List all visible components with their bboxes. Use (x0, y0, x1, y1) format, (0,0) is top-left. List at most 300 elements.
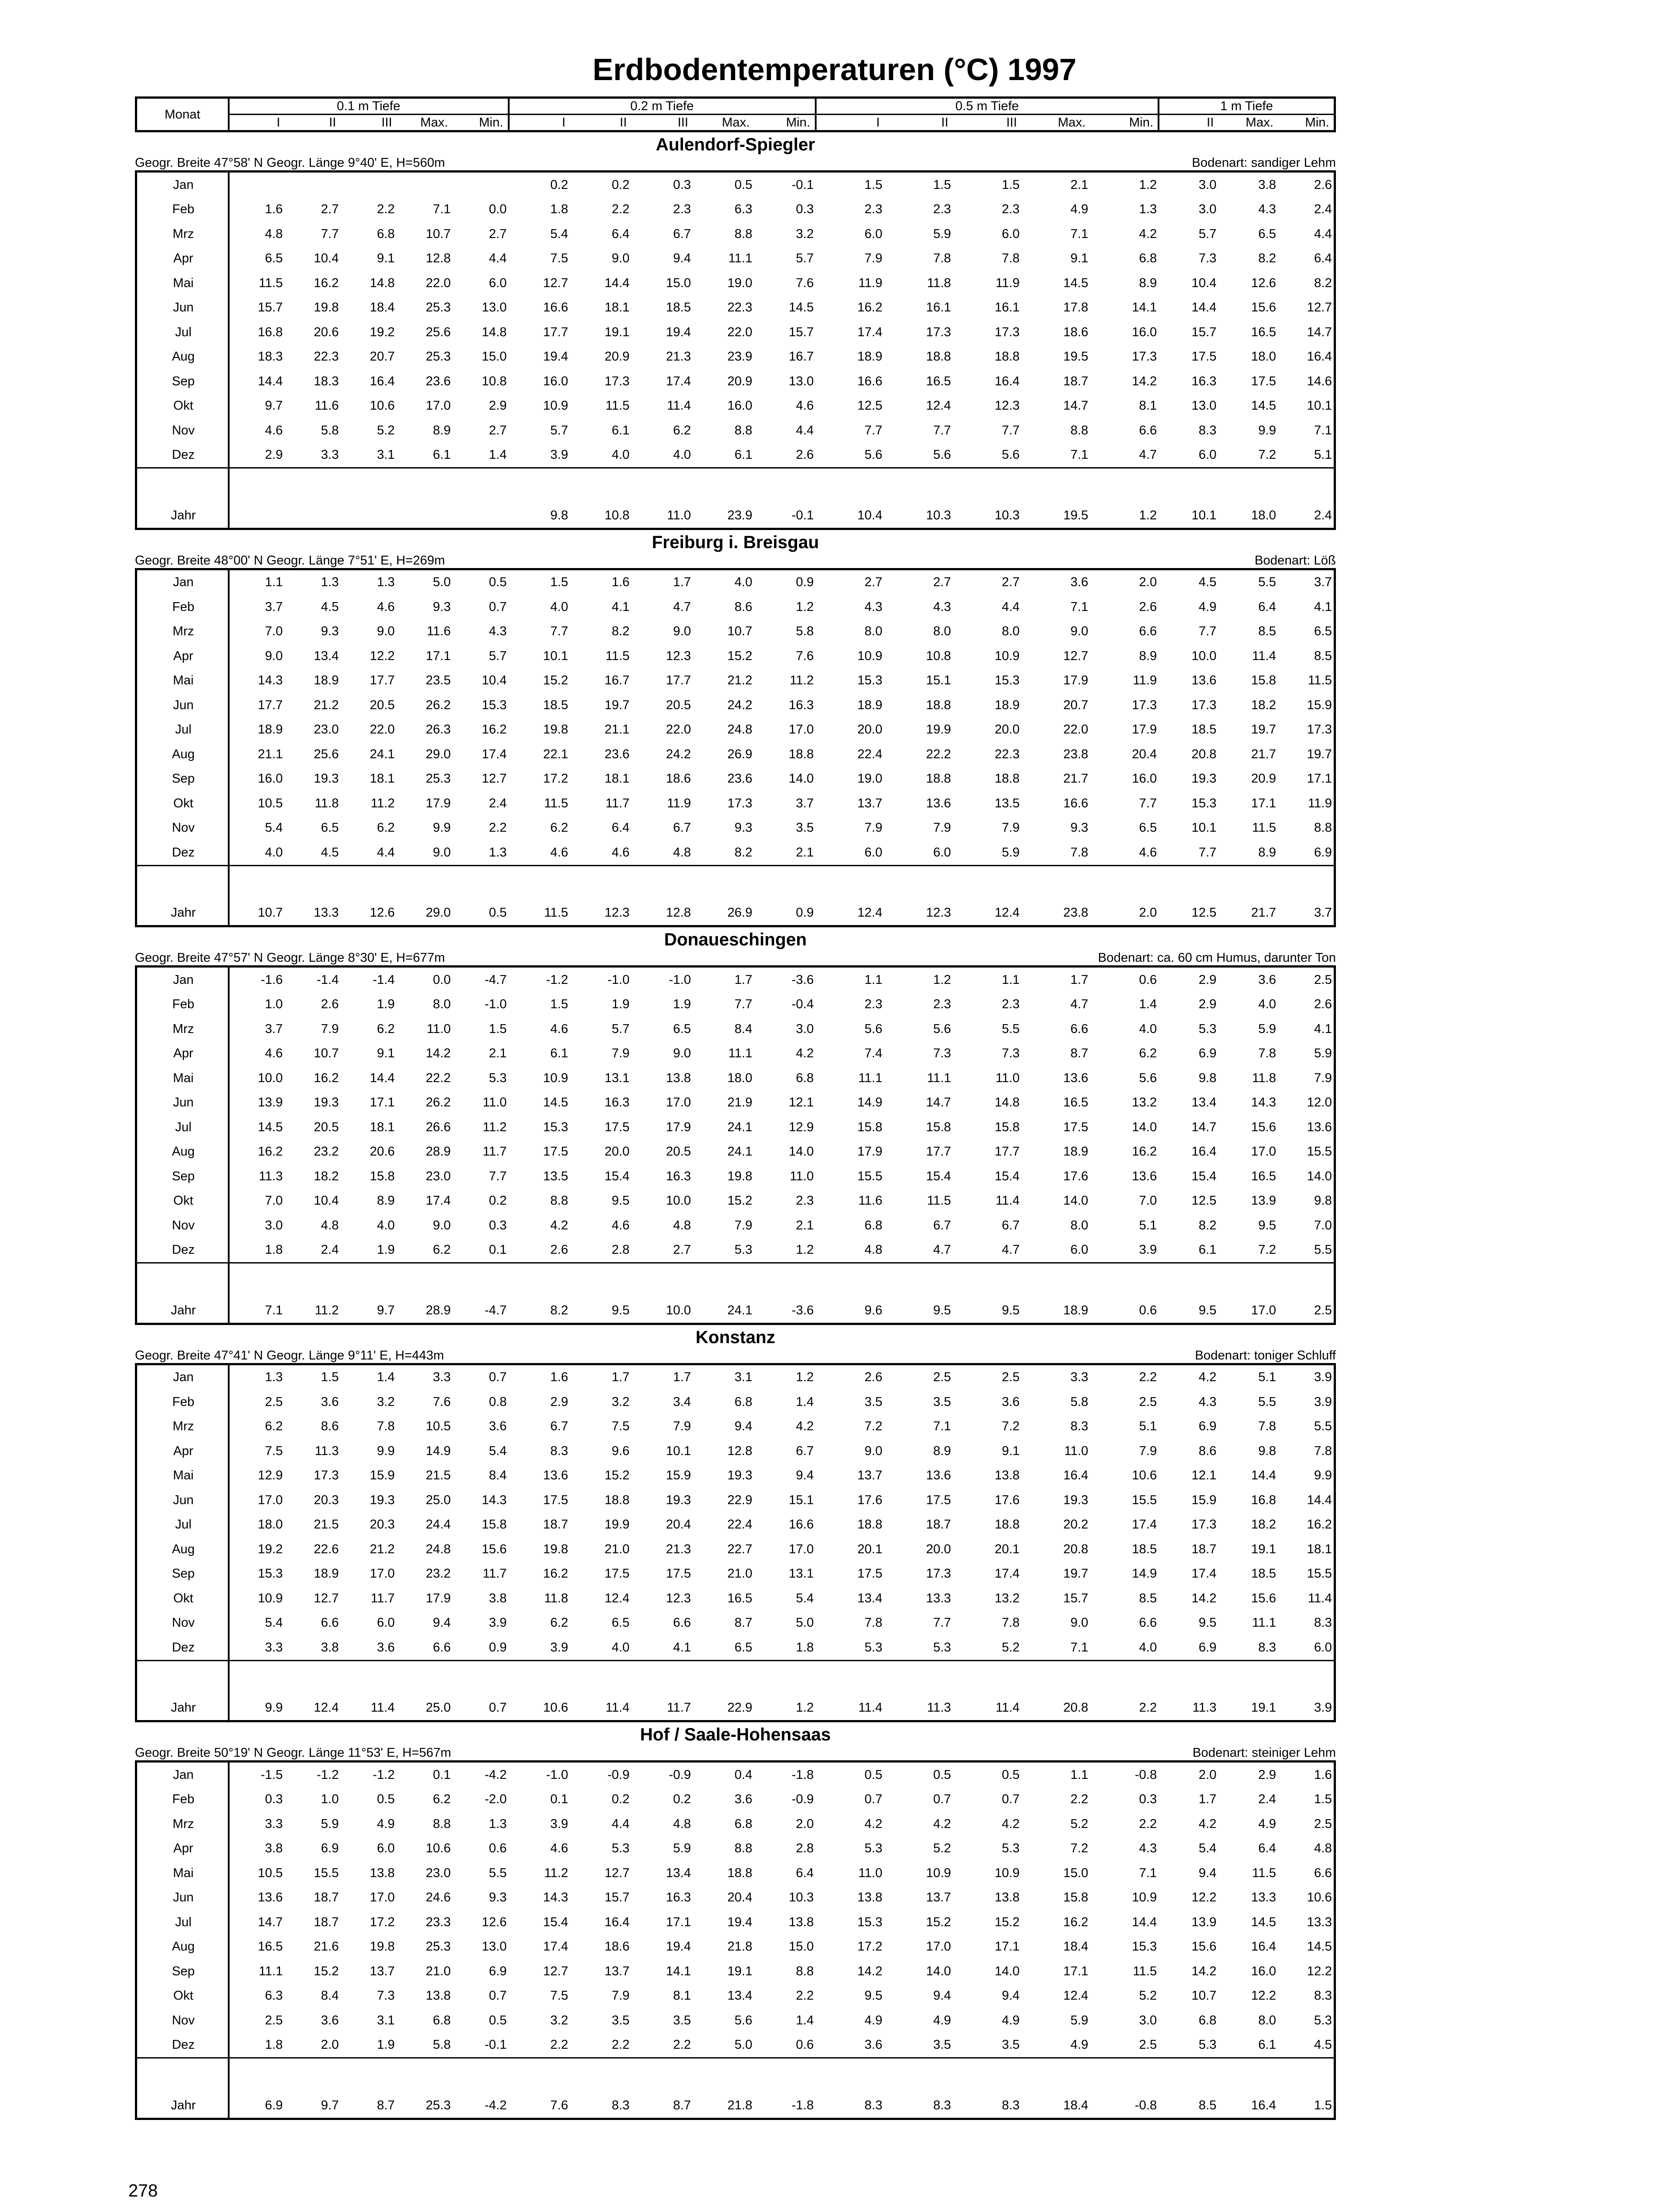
temperature-cell: 7.9 (1139, 1444, 1157, 1458)
empty-cell (1218, 1263, 1278, 1298)
table-row (136, 569, 1335, 595)
temperature-cell: 12.3 (666, 1591, 691, 1605)
temperature-cell: 20.9 (1251, 772, 1276, 786)
temperature-cell: 5.5 (1258, 575, 1276, 590)
temperature-cell: 4.6 (570, 840, 631, 865)
temperature-cell: 3.6 (1001, 1394, 1020, 1409)
table-row (136, 791, 1335, 816)
temperature-cell: 19.4 (543, 349, 568, 364)
temperature-cell: 25.3 (426, 2098, 451, 2112)
month-label: Aug (136, 1935, 229, 1959)
temperature-cell: 4.0 (1139, 1022, 1157, 1036)
temperature-cell: 20.0 (926, 1542, 951, 1556)
temperature-cell: 16.3 (666, 1169, 691, 1183)
table-row (136, 1041, 1335, 1066)
temperature-cell: 7.9 (673, 1419, 691, 1434)
temperature-cell: 15.9 (666, 1468, 691, 1483)
temperature-cell: 13.6 (257, 1890, 283, 1905)
temperature-cell: 0.6 (1139, 972, 1157, 987)
temperature-cell: 2.2 (1070, 1792, 1089, 1807)
temperature-cell: 10.3 (789, 1890, 814, 1905)
temperature-cell: 0.6 (1139, 1303, 1157, 1317)
temperature-cell: 9.7 (377, 1303, 395, 1317)
empty-cell (509, 468, 570, 503)
temperature-cell: 10.7 (727, 624, 752, 639)
temperature-cell: 0.5 (864, 1767, 882, 1782)
table-row (136, 1910, 1335, 1935)
temperature-cell: 3.6 (734, 1792, 752, 1807)
temperature-cell: 9.3 (433, 599, 451, 614)
temperature-cell: 8.0 (933, 624, 951, 639)
temperature-cell: 16.4 (604, 1915, 630, 1929)
temperature-cell: 22.9 (727, 1701, 752, 1715)
empty-cell (396, 1263, 453, 1298)
temperature-cell: 5.1 (1258, 1370, 1276, 1385)
temperature-cell: 9.6 (864, 1303, 882, 1317)
temperature-cell: 11.5 (544, 906, 568, 920)
temperature-cell: 18.9 (857, 349, 882, 364)
temperature-cell: 15.3 (543, 1120, 568, 1134)
temperature-cell: 4.3 (1139, 1841, 1157, 1856)
temperature-cell: 17.5 (857, 1567, 882, 1581)
temperature-cell: 0.9 (796, 575, 814, 590)
empty-cell (570, 1263, 631, 1298)
temperature-cell: 17.0 (789, 1542, 814, 1556)
temperature-cell: 13.8 (857, 1890, 882, 1905)
temperature-cell: 8.7 (377, 2098, 395, 2112)
temperature-cell: 13.4 (727, 1989, 752, 2003)
temperature-cell: 9.9 (377, 1444, 395, 1458)
group-header-01m: 0.1 m Tiefe (229, 98, 509, 115)
month-label: Dez (136, 2033, 229, 2058)
temperature-cell: 13.3 (926, 1591, 951, 1605)
month-label: Dez (136, 1635, 229, 1660)
month-label: Apr (136, 644, 229, 668)
temperature-cell: 7.9 (611, 1989, 630, 2003)
group-header-05m: 0.5 m Tiefe (816, 98, 1159, 115)
temperature-cell: 16.0 (1251, 1964, 1276, 1978)
station-block (135, 1327, 1336, 1723)
temperature-cell: 14.0 (1307, 1169, 1332, 1183)
temperature-cell: 16.0 (1132, 325, 1157, 339)
temperature-cell: 21.2 (314, 698, 339, 712)
temperature-cell: 17.3 (314, 1468, 339, 1483)
temperature-cell: 5.9 (321, 1816, 339, 1831)
month-label: Jan (136, 967, 229, 992)
temperature-cell: 4.1 (1314, 599, 1332, 614)
empty-cell (693, 2058, 754, 2093)
temperature-cell: 23.0 (426, 1169, 451, 1183)
temperature-cell: 10.6 (1132, 1468, 1157, 1483)
temperature-cell: 13.2 (1132, 1095, 1157, 1110)
temperature-cell: 17.7 (666, 673, 691, 688)
month-label: Sep (136, 1959, 229, 1984)
temperature-cell: 4.8 (673, 1218, 691, 1233)
empty-cell (754, 468, 816, 503)
temperature-cell: 15.9 (369, 1468, 395, 1483)
temperature-cell: -1.4 (372, 972, 395, 987)
temperature-cell: 3.2 (796, 227, 814, 241)
temperature-cell: 20.6 (369, 1144, 395, 1159)
temperature-cell: 4.9 (1070, 202, 1089, 217)
temperature-cell: 12.8 (666, 906, 691, 920)
temperature-cell: 2.5 (1314, 1303, 1332, 1317)
temperature-cell: 2.9 (1198, 997, 1217, 1012)
temperature-cell: 6.7 (796, 1444, 814, 1458)
subcolumn-header: Min. (1129, 115, 1154, 130)
temperature-cell: 9.4 (433, 1616, 451, 1630)
temperature-cell: 11.4 (1252, 649, 1276, 663)
temperature-cell: 9.9 (265, 1701, 283, 1715)
temperature-cell: 7.7 (1001, 423, 1020, 438)
temperature-cell: 14.0 (994, 1964, 1020, 1978)
table-row (136, 1537, 1335, 1562)
temperature-cell: 23.6 (727, 772, 752, 786)
temperature-cell: 23.8 (1063, 906, 1089, 920)
temperature-cell: 2.2 (611, 202, 630, 217)
table-row (136, 2033, 1335, 2058)
month-label: Jahr (136, 901, 229, 926)
temperature-cell: 13.6 (1191, 673, 1217, 688)
temperature-cell: 10.7 (426, 227, 451, 241)
temperature-cell: 7.8 (1314, 1444, 1332, 1458)
empty-cell (1218, 1660, 1278, 1696)
temperature-cell: 3.6 (341, 1635, 397, 1660)
spacer-row (136, 468, 1335, 503)
temperature-cell: 11.5 (605, 649, 630, 663)
temperature-cell: 1.5 (321, 1370, 339, 1385)
temperature-cell: 18.9 (994, 698, 1020, 712)
temperature-cell: 10.4 (314, 1194, 339, 1208)
temperature-cell: 2.6 (1139, 599, 1157, 614)
temperature-cell: 21.6 (314, 1939, 339, 1954)
temperature-cell: 11.5 (1252, 1866, 1276, 1880)
temperature-cell: 10.9 (994, 649, 1020, 663)
temperature-cell: 6.3 (734, 202, 752, 217)
temperature-cell: 11.2 (483, 1120, 507, 1134)
station-title: Aulendorf-Spiegler (656, 135, 815, 154)
temperature-cell: 15.8 (1251, 673, 1276, 688)
temperature-cell: 8.5 (1139, 1591, 1157, 1605)
temperature-cell: 5.7 (611, 1022, 630, 1036)
temperature-cell: 17.9 (857, 1144, 882, 1159)
temperature-cell: 23.2 (314, 1144, 339, 1159)
temperature-cell: 3.6 (1258, 972, 1276, 987)
temperature-cell: 23.9 (727, 349, 752, 364)
empty-cell (953, 865, 1021, 901)
subcolumn-header: I (816, 115, 884, 131)
temperature-cell: 3.1 (341, 443, 397, 468)
temperature-cell: 15.2 (314, 1964, 339, 1978)
table-row (136, 1017, 1335, 1041)
temperature-cell: 1.7 (611, 1370, 630, 1385)
temperature-cell: 10.7 (1191, 1989, 1217, 2003)
temperature-cell (229, 172, 285, 197)
station-data-table (135, 1760, 1336, 2120)
temperature-cell: 4.6 (265, 1046, 283, 1061)
temperature-cell: 0.6 (489, 1841, 507, 1856)
empty-cell (136, 1660, 229, 1696)
temperature-cell: 10.6 (543, 1701, 568, 1715)
temperature-cell: 7.9 (864, 251, 882, 266)
temperature-cell: 4.4 (341, 840, 397, 865)
temperature-cell: 7.8 (1258, 1046, 1276, 1061)
month-label: Jun (136, 296, 229, 320)
temperature-cell: 13.0 (789, 374, 814, 388)
temperature-cell: 11.3 (927, 1701, 951, 1715)
temperature-cell: 11.7 (605, 796, 630, 810)
month-label: Jan (136, 1364, 229, 1390)
temperature-cell: 1.1 (1070, 1767, 1089, 1782)
month-label: Jun (136, 1091, 229, 1115)
temperature-cell: 17.7 (257, 698, 283, 712)
temperature-cell: 3.9 (509, 1635, 570, 1660)
temperature-cell: 22.3 (727, 300, 752, 315)
temperature-cell: 16.6 (543, 300, 568, 315)
temperature-cell: 8.0 (1001, 624, 1020, 639)
temperature-cell: 13.4 (314, 649, 339, 663)
temperature-cell: 7.1 (1314, 423, 1332, 438)
temperature-cell: 0.1 (550, 1792, 568, 1807)
month-label: Jan (136, 172, 229, 197)
temperature-cell: 17.3 (1191, 698, 1217, 712)
temperature-cell: 9.5 (1198, 1303, 1217, 1317)
temperature-cell: 11.1 (858, 1071, 882, 1085)
temperature-cell: 2.5 (1314, 972, 1332, 987)
temperature-cell: 17.5 (543, 1493, 568, 1507)
temperature-cell: 16.2 (314, 276, 339, 290)
temperature-cell: 15.4 (926, 1169, 951, 1183)
temperature-cell: 3.3 (229, 1635, 285, 1660)
temperature-cell: 11.4 (995, 1194, 1020, 1208)
temperature-cell: 13.0 (1191, 399, 1217, 413)
temperature-cell: 17.7 (369, 673, 395, 688)
temperature-cell: 5.6 (884, 443, 953, 468)
temperature-cell: 23.5 (426, 673, 451, 688)
temperature-cell: 7.1 (1139, 1866, 1157, 1880)
temperature-cell: 6.9 (1198, 1419, 1217, 1434)
temperature-cell: 1.5 (489, 1022, 507, 1036)
table-row (136, 418, 1335, 443)
temperature-cell: 12.9 (257, 1468, 283, 1483)
temperature-cell: 17.0 (1251, 1144, 1276, 1159)
temperature-cell: 9.3 (1070, 821, 1089, 835)
temperature-cell: 10.9 (543, 399, 568, 413)
temperature-cell: 16.3 (604, 1095, 630, 1110)
temperature-cell: 5.6 (1139, 1071, 1157, 1085)
month-label: Jul (136, 1513, 229, 1537)
temperature-cell: 12.3 (604, 906, 630, 920)
temperature-cell: 0.8 (489, 1394, 507, 1409)
temperature-cell: 20.9 (727, 374, 752, 388)
subcolumn-header: Max. (1058, 115, 1086, 130)
empty-cell (754, 1660, 816, 1696)
temperature-cell: 5.3 (1001, 1841, 1020, 1856)
temperature-cell: 5.7 (489, 649, 507, 663)
empty-cell (1159, 1660, 1218, 1696)
temperature-cell: 2.4 (1314, 508, 1332, 522)
temperature-cell: 3.6 (489, 1419, 507, 1434)
temperature-cell: 3.8 (265, 1841, 283, 1856)
temperature-cell: 18.8 (994, 1517, 1020, 1532)
temperature-cell: 18.4 (369, 300, 395, 315)
temperature-cell: 18.9 (1063, 1303, 1089, 1317)
temperature-cell: 16.5 (1251, 1169, 1276, 1183)
temperature-cell: 17.9 (426, 1591, 451, 1605)
table-row (136, 595, 1335, 619)
temperature-cell: 6.5 (1314, 624, 1332, 639)
temperature-cell: 17.5 (1063, 1120, 1089, 1134)
temperature-cell: -0.1 (791, 177, 814, 192)
temperature-cell: 6.2 (377, 821, 395, 835)
temperature-cell: 10.0 (1191, 649, 1217, 663)
temperature-cell: 2.7 (321, 202, 339, 217)
temperature-cell: 18.1 (369, 772, 395, 786)
temperature-cell: 19.2 (369, 325, 395, 339)
temperature-cell: 8.6 (734, 599, 752, 614)
empty-cell (570, 468, 631, 503)
month-label: Mrz (136, 1017, 229, 1041)
temperature-cell: 2.2 (570, 2033, 631, 2058)
temperature-cell: 9.8 (550, 508, 568, 522)
temperature-cell: 6.8 (1139, 251, 1157, 266)
empty-cell (1278, 468, 1335, 503)
temperature-cell: 2.9 (550, 1394, 568, 1409)
temperature-cell: 17.3 (926, 1567, 951, 1581)
temperature-cell: 7.1 (1021, 443, 1090, 468)
temperature-cell: 4.8 (1314, 1841, 1332, 1856)
temperature-cell: 5.5 (489, 1866, 507, 1880)
month-label: Nov (136, 1611, 229, 1636)
temperature-cell: 15.0 (482, 349, 507, 364)
temperature-cell: 5.0 (693, 2033, 754, 2058)
temperature-cell: 1.6 (265, 202, 283, 217)
temperature-cell: 5.9 (933, 227, 951, 241)
temperature-cell: 15.3 (857, 1915, 882, 1929)
empty-cell (509, 1263, 570, 1298)
month-label: Sep (136, 1164, 229, 1189)
temperature-cell: 19.1 (1251, 1542, 1276, 1556)
temperature-cell: 20.0 (857, 722, 882, 737)
temperature-cell: 17.3 (1191, 1517, 1217, 1532)
temperature-cell: 10.0 (666, 1194, 691, 1208)
temperature-cell (284, 172, 341, 197)
temperature-cell: 16.2 (257, 1144, 283, 1159)
temperature-cell: 2.2 (1139, 1370, 1157, 1385)
temperature-cell: 14.4 (1251, 1468, 1276, 1483)
temperature-cell: 2.1 (754, 840, 816, 865)
temperature-cell: 4.4 (1001, 599, 1020, 614)
temperature-cell: 10.9 (857, 649, 882, 663)
temperature-cell: -4.2 (484, 1767, 507, 1782)
temperature-cell: 13.6 (1307, 1120, 1332, 1134)
temperature-cell: 11.1 (259, 1964, 283, 1978)
temperature-cell: 18.6 (604, 1939, 630, 1954)
temperature-cell: 1.2 (796, 1701, 814, 1715)
empty-cell (396, 2058, 453, 2093)
subcolumn-header: Max. (420, 115, 448, 130)
station-meta (135, 1348, 1336, 1363)
empty-cell (1090, 2058, 1159, 2093)
temperature-cell: 1.8 (229, 1238, 285, 1263)
temperature-cell: 10.6 (1307, 1890, 1332, 1905)
table-row (136, 1762, 1335, 1787)
month-label: Jan (136, 569, 229, 595)
temperature-cell: 1.1 (1001, 972, 1020, 987)
temperature-cell: 17.0 (369, 1890, 395, 1905)
temperature-cell: 19.9 (926, 722, 951, 737)
month-label: Aug (136, 1140, 229, 1164)
temperature-cell: 4.5 (1198, 575, 1217, 590)
temperature-cell: 13.1 (604, 1071, 630, 1085)
temperature-cell: 6.0 (377, 1616, 395, 1630)
temperature-cell: 24.1 (727, 1303, 752, 1317)
subcolumn-header: Min. (479, 115, 503, 130)
temperature-cell: 3.5 (864, 1394, 882, 1409)
temperature-cell: 15.2 (994, 1915, 1020, 1929)
temperature-cell: 22.0 (426, 276, 451, 290)
temperature-cell: 15.7 (257, 300, 283, 315)
temperature-cell: 9.4 (1001, 1989, 1020, 2003)
temperature-cell: 18.5 (666, 300, 691, 315)
empty-cell (1090, 1660, 1159, 1696)
temperature-cell: 14.9 (857, 1095, 882, 1110)
temperature-cell: 4.2 (864, 1816, 882, 1831)
temperature-cell: 20.4 (1132, 747, 1157, 761)
table-row (136, 1586, 1335, 1611)
temperature-cell: 5.6 (953, 443, 1021, 468)
temperature-cell: 18.2 (314, 1169, 339, 1183)
table-row (136, 1364, 1335, 1390)
temperature-cell: 5.7 (1198, 227, 1217, 241)
temperature-cell: 15.2 (543, 673, 568, 688)
month-header: Monat (136, 98, 229, 131)
temperature-cell: 5.7 (550, 423, 568, 438)
month-label: Feb (136, 197, 229, 222)
temperature-cell: 19.4 (727, 1915, 752, 1929)
empty-cell (1090, 1263, 1159, 1298)
temperature-cell: 14.0 (789, 1144, 814, 1159)
temperature-cell: 6.7 (673, 821, 691, 835)
temperature-cell: 4.7 (884, 1238, 953, 1263)
temperature-cell: 26.6 (426, 1120, 451, 1134)
temperature-cell: 11.0 (483, 1095, 507, 1110)
temperature-cell: 16.3 (1191, 374, 1217, 388)
temperature-cell: 4.9 (864, 2013, 882, 2028)
table-row (136, 1115, 1335, 1140)
temperature-cell: 13.7 (926, 1890, 951, 1905)
temperature-cell: 18.9 (1063, 1144, 1089, 1159)
temperature-cell: 13.7 (857, 1468, 882, 1483)
temperature-cell: 6.1 (611, 423, 630, 438)
temperature-cell: 18.8 (857, 1517, 882, 1532)
temperature-cell: 26.9 (727, 906, 752, 920)
temperature-cell: 11.0 (1064, 1444, 1089, 1458)
temperature-cell: 14.5 (543, 1095, 568, 1110)
temperature-cell: 1.3 (321, 575, 339, 590)
empty-cell (693, 1660, 754, 1696)
temperature-cell (341, 172, 397, 197)
temperature-cell: 11.5 (1308, 673, 1332, 688)
temperature-cell: 11.7 (371, 1591, 395, 1605)
temperature-cell: 3.0 (796, 1022, 814, 1036)
temperature-cell: 6.6 (396, 1635, 453, 1660)
temperature-cell: 16.2 (543, 1567, 568, 1581)
empty-cell (509, 1660, 570, 1696)
temperature-cell: 15.8 (1063, 1890, 1089, 1905)
temperature-cell: 0.2 (550, 177, 568, 192)
temperature-cell: 0.5 (377, 1792, 395, 1807)
